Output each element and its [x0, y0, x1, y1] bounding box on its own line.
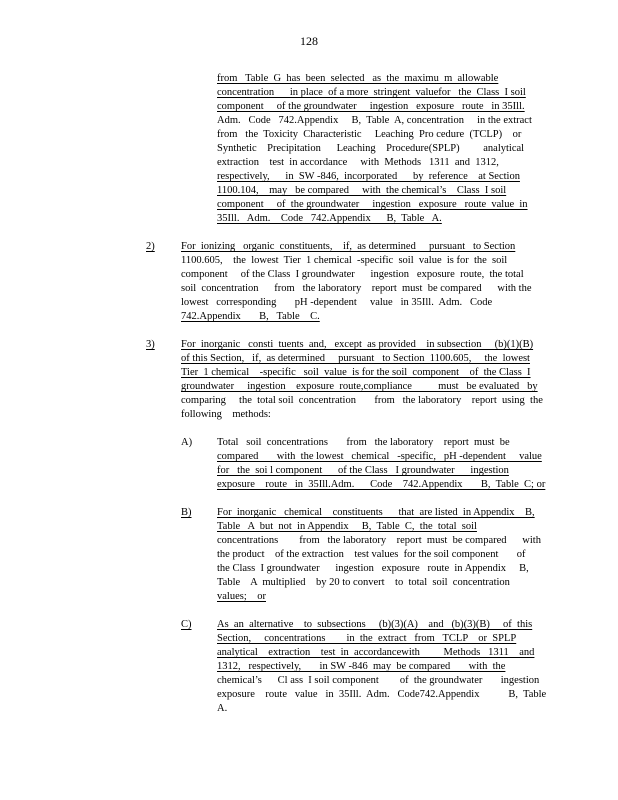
- text-line: lowest corresponding pH -dependent value in 35Ill. Adm. Code: [181, 297, 493, 308]
- text-line: soil concentration from the laboratory report must be compared with the: [181, 283, 532, 294]
- text-line: chemical’s Cl ass I soil component of the groundwater ingestion: [217, 675, 540, 686]
- text-line: 35Ill. Adm. Code 742.Appendix B, Table A.: [217, 213, 442, 224]
- text-line: Section, concentrations in the extract from TCLP or SPLP: [217, 633, 517, 644]
- text-line: respectively, in SW -846, incorporated by reference at Section: [217, 171, 520, 182]
- text-line: component of the Class I groundwater ingestion exposure route, the total: [181, 269, 524, 280]
- page-number: 128: [300, 34, 318, 48]
- text-line: 1312, respectively, in SW -846 may be compared with the: [217, 661, 506, 672]
- text-line: Adm. Code 742.Appendix B, Table A, concentration in the extract: [217, 115, 532, 126]
- text-line: comparing the total soil concentration from the laboratory report using the: [181, 395, 543, 406]
- list-marker: A): [181, 437, 193, 448]
- text-line: of this Section, if, as determined pursuant to Section 1100.605, the lowest: [181, 353, 530, 364]
- text-line: Synthetic Precipitation Leaching Procedure(SPLP) analytical: [217, 143, 525, 154]
- text-line: 742.Appendix B, Table C.: [181, 311, 320, 322]
- text-line: extraction test in accordance with Methods 1311 and 1312,: [217, 157, 499, 168]
- text-line: concentration in place of a more stringent valuefor the Class I soil: [217, 87, 526, 98]
- text-line: exposure route value in 35Ill. Adm. Code742.Appendix B, Table: [217, 689, 547, 700]
- list-marker: 3): [146, 339, 155, 350]
- text-line: component of the groundwater ingestion exposure route value in: [217, 199, 528, 210]
- text-line: For inorganic chemical constituents that are listed in Appendix B,: [217, 507, 535, 518]
- text-line: component of the groundwater ingestion exposure route in 35Ill.: [217, 101, 525, 112]
- text-line: 1100.104, may be compared with the chemical’s Class I soil: [217, 185, 507, 196]
- text-line: Tier 1 chemical -specific soil value is for the soil component of the Class I: [181, 367, 531, 378]
- text-line: concentrations from the laboratory report must be compared with: [217, 535, 541, 546]
- text-line: exposure route in 35Ill.Adm. Code 742.Appendix B, Table C; or: [217, 479, 546, 490]
- list-marker: B): [181, 507, 192, 518]
- text-line: analytical extraction test in accordancewith Methods 1311 and: [217, 647, 535, 658]
- text-line: following methods:: [181, 409, 271, 420]
- text-line: A.: [217, 703, 228, 714]
- text-line: Table A but not in Appendix B, Table C, the total soil: [217, 521, 477, 532]
- list-marker: 2): [146, 241, 155, 252]
- list-marker: C): [181, 619, 192, 630]
- text-line: groundwater ingestion exposure route,compliance must be evaluated by: [181, 381, 538, 392]
- text-line: For inorganic consti tuents and, except as provided in subsection (b)(1)(B): [181, 339, 534, 350]
- text-line: As an alternative to subsections (b)(3)(A) and (b)(3)(B) of this: [217, 619, 533, 630]
- text-line: for the soi l component of the Class I groundwater ingestion: [217, 465, 509, 476]
- text-line: Table A multiplied by 20 to convert to total soil concentration: [217, 577, 510, 588]
- text-line: from Table G has been selected as the maximu m allowable: [217, 73, 499, 84]
- text-line: 1100.605, the lowest Tier 1 chemical -specific soil value is for the soil: [181, 255, 508, 266]
- text-line: Total soil concentrations from the laboratory report must be: [217, 437, 510, 448]
- text-line: For ionizing organic constituents, if, as determined pursuant to Section: [181, 241, 516, 252]
- text-line: values; or: [217, 591, 266, 602]
- text-line: from the Toxicity Characteristic Leaching Pro cedure (TCLP) or: [217, 129, 522, 140]
- text-line: the Class I groundwater ingestion exposure route in Appendix B,: [217, 563, 529, 574]
- text-line: the product of the extraction test values for the soil component of: [217, 549, 526, 560]
- text-line: compared with the lowest chemical -specific, pH -dependent value: [217, 451, 542, 462]
